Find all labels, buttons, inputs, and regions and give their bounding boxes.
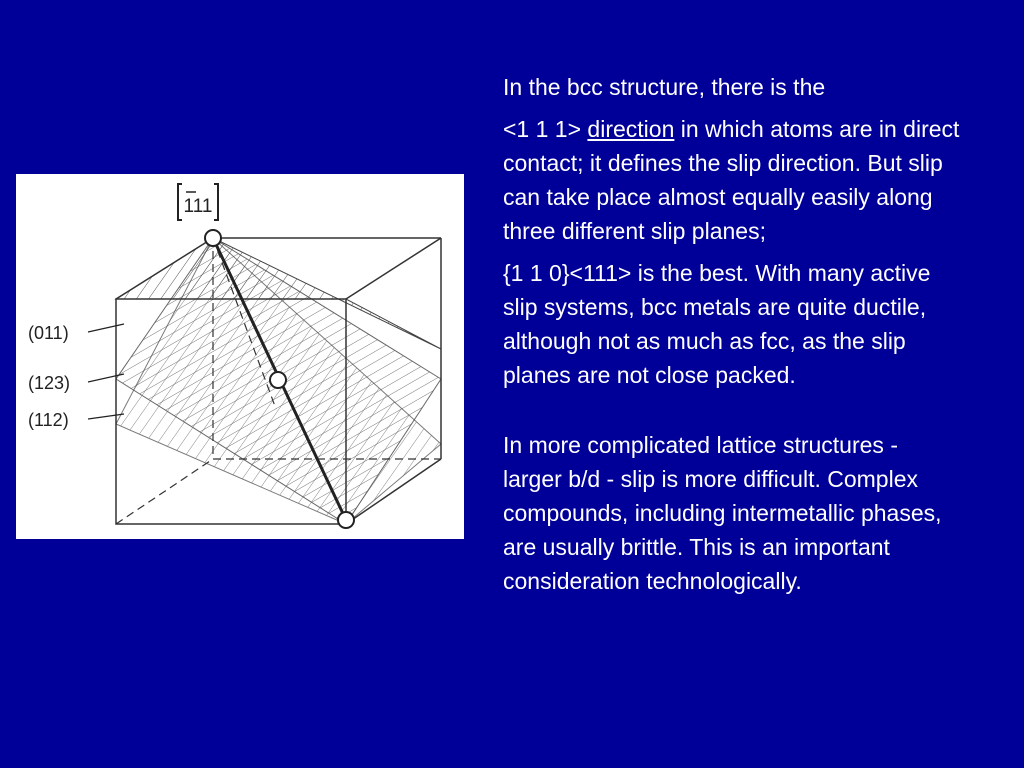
- atom-top: [205, 230, 221, 246]
- plane-label-112: (112): [28, 410, 69, 430]
- direction-underlined: direction: [587, 116, 675, 142]
- bcc-slip-diagram: [16, 174, 464, 539]
- direction-prefix: <1 1 1>: [503, 116, 588, 142]
- bcc-cube-drawing: [16, 174, 464, 539]
- atom-center: [270, 372, 286, 388]
- direction-suffix: in which atoms are in direct contact; it defines the slip direction. But slip can take place almost equally easily along three different slip planes;: [503, 116, 960, 244]
- paragraph-slip-systems: {1 1 0}<111> is the best. With many active slip systems, bcc metals are quite ductile, although not as much as fcc, as the slip planes are not close packed.: [503, 260, 931, 388]
- paragraph-direction: [503, 112, 963, 248]
- paragraph-complex-structures: In more complicated lattice structures - larger b/d - slip is more difficult. Complex compounds, including intermetallic phases, are usually brittle. This is an important consideration technologically.: [503, 432, 942, 594]
- slide-text: [503, 70, 963, 598]
- atom-bottom: [338, 512, 354, 528]
- plane-label-123: (123): [28, 373, 71, 393]
- plane-label-011: (011): [28, 323, 69, 343]
- paragraph-intro: In the bcc structure, there is the: [503, 74, 826, 100]
- direction-label: 111: [183, 196, 213, 217]
